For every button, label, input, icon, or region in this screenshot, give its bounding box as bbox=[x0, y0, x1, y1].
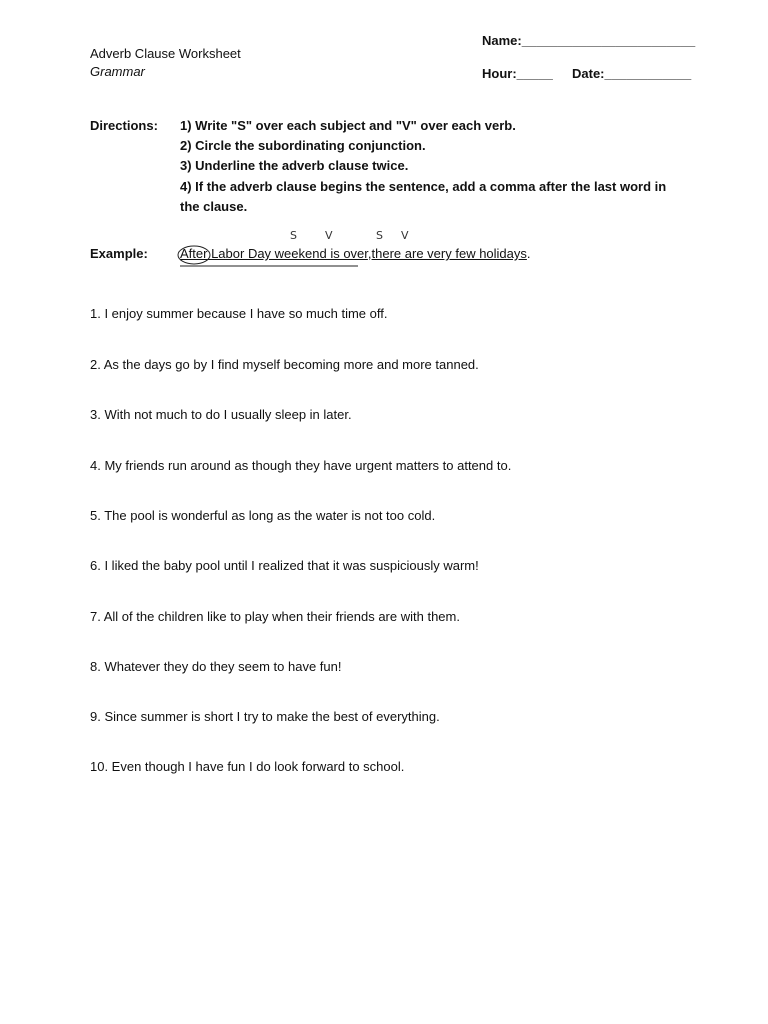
question-item: 1. I enjoy summer because I have so much time off. bbox=[90, 306, 388, 321]
question-item: 6. I liked the baby pool until I realized that it was suspiciously warm! bbox=[90, 558, 479, 573]
question-item: 2. As the days go by I find myself becoming more and more tanned. bbox=[90, 357, 479, 372]
question-item: 10. Even though I have fun I do look forward to school. bbox=[90, 759, 405, 774]
date-field: Date:____________ bbox=[572, 66, 692, 81]
question-item: 4. My friends run around as though they have urgent matters to attend to. bbox=[90, 458, 512, 473]
example-main-clause: there are very few holidays bbox=[371, 246, 527, 261]
example-sentence bbox=[180, 246, 531, 261]
question-item: 3. With not much to do I usually sleep in later. bbox=[90, 407, 352, 422]
example-period: . bbox=[526, 246, 531, 261]
question-item: 7. All of the children like to play when their friends are with them. bbox=[90, 609, 460, 624]
example-conjunction: After bbox=[180, 246, 208, 261]
directions-label: Directions: bbox=[90, 118, 158, 133]
direction-item: 2) Circle the subordinating conjunction. bbox=[180, 138, 426, 153]
example-adverb-clause: Labor Day weekend is over bbox=[207, 246, 368, 261]
example-comma: , bbox=[367, 246, 372, 261]
verb-mark: V bbox=[401, 229, 409, 242]
question-item: 8. Whatever they do they seem to have fun! bbox=[90, 659, 342, 674]
verb-mark: V bbox=[325, 229, 333, 242]
direction-item: 3) Underline the adverb clause twice. bbox=[180, 158, 409, 173]
question-item: 9. Since summer is short I try to make the best of everything. bbox=[90, 709, 440, 724]
worksheet-title: Adverb Clause Worksheet bbox=[90, 46, 241, 61]
example-label: Example: bbox=[90, 246, 148, 261]
double-underline bbox=[180, 264, 360, 268]
name-field: Name:________________________ bbox=[482, 33, 696, 48]
conjunction-circle bbox=[176, 244, 212, 266]
worksheet-subtitle: Grammar bbox=[90, 64, 145, 79]
hour-field: Hour:_____ bbox=[482, 66, 553, 81]
subject-mark: S bbox=[290, 229, 297, 242]
subject-mark: S bbox=[376, 229, 383, 242]
direction-item: 4) If the adverb clause begins the sentence, add a comma after the last word in the clause. bbox=[180, 179, 667, 214]
question-item: 5. The pool is wonderful as long as the water is not too cold. bbox=[90, 508, 436, 523]
direction-item: 1) Write "S" over each subject and "V" over each verb. bbox=[180, 118, 516, 133]
